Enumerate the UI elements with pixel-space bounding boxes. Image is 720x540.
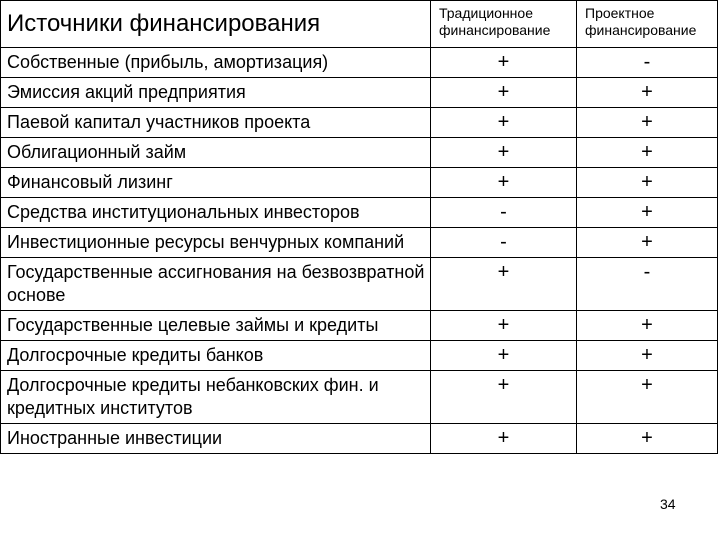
row-project-mark: + bbox=[577, 138, 718, 168]
table-row bbox=[1, 168, 718, 198]
header-project: Проектное финансирование bbox=[577, 1, 718, 48]
table-row bbox=[1, 258, 718, 311]
table-row bbox=[1, 228, 718, 258]
row-source: Иностранные инвестиции bbox=[1, 424, 431, 454]
row-project-mark: + bbox=[577, 78, 718, 108]
row-source: Долгосрочные кредиты небанковских фин. и кредитных институтов bbox=[1, 371, 431, 424]
row-project-mark: + bbox=[577, 108, 718, 138]
table-row bbox=[1, 138, 718, 168]
row-traditional-mark: + bbox=[431, 168, 577, 198]
page-number: 34 bbox=[660, 496, 676, 512]
row-traditional-mark: + bbox=[431, 341, 577, 371]
table-row bbox=[1, 311, 718, 341]
row-project-mark: + bbox=[577, 341, 718, 371]
table-row bbox=[1, 198, 718, 228]
row-source: Эмиссия акций предприятия bbox=[1, 78, 431, 108]
row-project-mark: - bbox=[577, 48, 718, 78]
table-row bbox=[1, 371, 718, 424]
row-project-mark: + bbox=[577, 311, 718, 341]
row-traditional-mark: + bbox=[431, 138, 577, 168]
row-project-mark: + bbox=[577, 371, 718, 424]
row-source: Финансовый лизинг bbox=[1, 168, 431, 198]
header-sources: Источники финансирования bbox=[1, 1, 431, 48]
row-source: Средства институциональных инвесторов bbox=[1, 198, 431, 228]
row-source: Паевой капитал участников проекта bbox=[1, 108, 431, 138]
row-source: Инвестиционные ресурсы венчурных компаний bbox=[1, 228, 431, 258]
row-source: Государственные ассигнования на безвозвратной основе bbox=[1, 258, 431, 311]
row-traditional-mark: + bbox=[431, 311, 577, 341]
row-traditional-mark: - bbox=[431, 198, 577, 228]
row-source: Долгосрочные кредиты банков bbox=[1, 341, 431, 371]
row-traditional-mark: - bbox=[431, 228, 577, 258]
table-row bbox=[1, 48, 718, 78]
row-traditional-mark: + bbox=[431, 48, 577, 78]
row-source: Облигационный займ bbox=[1, 138, 431, 168]
table-row bbox=[1, 108, 718, 138]
row-project-mark: + bbox=[577, 168, 718, 198]
row-project-mark: - bbox=[577, 258, 718, 311]
row-traditional-mark: + bbox=[431, 258, 577, 311]
table-row bbox=[1, 341, 718, 371]
row-source: Собственные (прибыль, амортизация) bbox=[1, 48, 431, 78]
row-project-mark: + bbox=[577, 424, 718, 454]
row-traditional-mark: + bbox=[431, 78, 577, 108]
row-traditional-mark: + bbox=[431, 108, 577, 138]
row-project-mark: + bbox=[577, 228, 718, 258]
table-row bbox=[1, 424, 718, 454]
table-row bbox=[1, 78, 718, 108]
row-project-mark: + bbox=[577, 198, 718, 228]
header-traditional: Традиционное финансирование bbox=[431, 1, 577, 48]
row-source: Государственные целевые займы и кредиты bbox=[1, 311, 431, 341]
row-traditional-mark: + bbox=[431, 424, 577, 454]
row-traditional-mark: + bbox=[431, 371, 577, 424]
table-header-row bbox=[1, 1, 718, 48]
